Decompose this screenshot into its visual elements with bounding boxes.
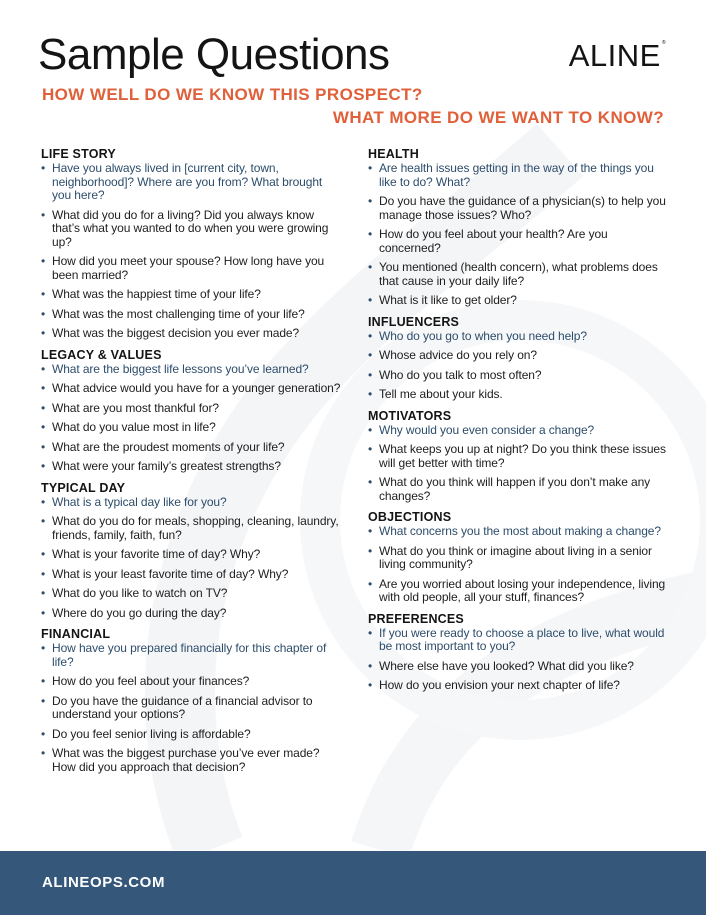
section-heading: OBJECTIONS [368, 510, 452, 524]
question-item: • What was the biggest decision you ever made? [41, 327, 341, 341]
question-item: • What do you value most in life? [41, 421, 341, 435]
question-item: • What is your least favorite time of day? Why? [41, 568, 341, 582]
section-heading: FINANCIAL [41, 627, 111, 641]
aline-logo [569, 38, 666, 74]
footer-bar [0, 851, 706, 915]
question-item: • What did you do for a living? Did you always know that’s what you wanted to do when you were growing up? [41, 209, 341, 250]
key-question-item: • Why would you even consider a change? [368, 424, 668, 438]
section-heading: LIFE STORY [41, 147, 116, 161]
question-item: • Where do you go during the day? [41, 607, 341, 621]
question-list [41, 642, 341, 774]
question-item: • How do you feel about your finances? [41, 675, 341, 689]
left-question-column [41, 147, 341, 781]
key-question-item: • If you were ready to choose a place to live, what would be most important to you? [368, 627, 668, 654]
key-question-item: • How have you prepared financially for this chapter of life? [41, 642, 341, 669]
question-item: • How did you meet your spouse? How long have you been married? [41, 255, 341, 282]
section-heading: PREFERENCES [368, 611, 464, 626]
section-heading: TYPICAL DAY [41, 480, 126, 495]
right-question-column [368, 147, 668, 700]
question-item: • What do you think will happen if you don’t make any changes? [368, 476, 668, 503]
key-question-item: • What are the biggest life lessons you’ve learned? [41, 363, 341, 377]
question-item: • Whose advice do you rely on? [368, 349, 668, 363]
section-life-story [41, 147, 341, 341]
question-item: • What was the happiest time of your life? [41, 288, 341, 302]
question-item: • Where else have you looked? What did you like? [368, 660, 668, 674]
question-item: • What was the biggest purchase you’ve ever made? How did you approach that decision? [41, 747, 341, 774]
question-list [368, 627, 668, 693]
section-legacy-and-values [41, 348, 341, 474]
question-item: • Do you have the guidance of a physician(s) to help you manage those issues? Who? [368, 195, 668, 222]
question-item: • What is it like to get older? [368, 294, 668, 308]
question-item: • What keeps you up at night? Do you think these issues will get better with time? [368, 443, 668, 470]
question-item: • What were your family’s greatest strengths? [41, 460, 341, 474]
question-item: • Do you have the guidance of a financial advisor to understand your options? [41, 695, 341, 722]
question-list [41, 496, 341, 621]
section-heading: HEALTH [368, 147, 419, 161]
question-item: • Who do you talk to most often? [368, 369, 668, 383]
question-item: • Are you worried about losing your independence, living with old people, all your stuff, finances? [368, 578, 668, 605]
question-list [41, 162, 341, 341]
question-item: • What is your favorite time of day? Why? [41, 548, 341, 562]
section-heading: MOTIVATORS [368, 408, 452, 423]
question-list [368, 424, 668, 504]
section-heading: INFLUENCERS [368, 314, 460, 329]
section-preferences [368, 612, 668, 693]
key-question-item: • What is a typical day like for you? [41, 496, 341, 510]
question-item: • What do you do for meals, shopping, cleaning, laundry, friends, family, faith, fun? [41, 515, 341, 542]
question-list [41, 363, 341, 474]
section-motivators [368, 409, 668, 504]
section-financial [41, 627, 341, 774]
subtitle-prospect-knowledge: HOW WELL DO WE KNOW THIS PROSPECT? [42, 85, 423, 104]
logo-registered-mark: ® [661, 40, 666, 46]
section-health [368, 147, 668, 308]
question-item: • How do you envision your next chapter of life? [368, 679, 668, 693]
section-objections [368, 510, 668, 605]
question-item: • What are you most thankful for? [41, 402, 341, 416]
question-item: • Tell me about your kids. [368, 388, 668, 402]
key-question-item: • Are health issues getting in the way of the things you like to do? What? [368, 162, 668, 189]
question-item: • What do you think or imagine about living in a senior living community? [368, 545, 668, 572]
question-item: • What advice would you have for a younger generation? [41, 382, 341, 396]
key-question-item: • What concerns you the most about making a change? [368, 525, 668, 539]
logo-text: ALINE [568, 38, 661, 73]
question-item: • How do you feel about your health? Are you concerned? [368, 228, 668, 255]
question-item: • Do you feel senior living is affordable? [41, 728, 341, 742]
question-item: • You mentioned (health concern), what problems does that cause in your daily life? [368, 261, 668, 288]
question-item: • What do you like to watch on TV? [41, 587, 341, 601]
question-list [368, 162, 668, 308]
section-influencers [368, 315, 668, 402]
page-title: Sample Questions [38, 30, 390, 79]
key-question-item: • Have you always lived in [current city, town, neighborhood]? Where are you from? What brought you here? [41, 162, 341, 203]
subtitle-want-to-know: WHAT MORE DO WE WANT TO KNOW? [332, 108, 664, 127]
section-typical-day [41, 481, 341, 621]
footer-website-link[interactable]: ALINEOPS.COM [42, 874, 166, 891]
question-list [368, 525, 668, 605]
section-heading: LEGACY & VALUES [41, 347, 162, 362]
question-item: • What are the proudest moments of your life? [41, 441, 341, 455]
key-question-item: • Who do you go to when you need help? [368, 330, 668, 344]
question-list [368, 330, 668, 402]
question-item: • What was the most challenging time of your life? [41, 308, 341, 322]
